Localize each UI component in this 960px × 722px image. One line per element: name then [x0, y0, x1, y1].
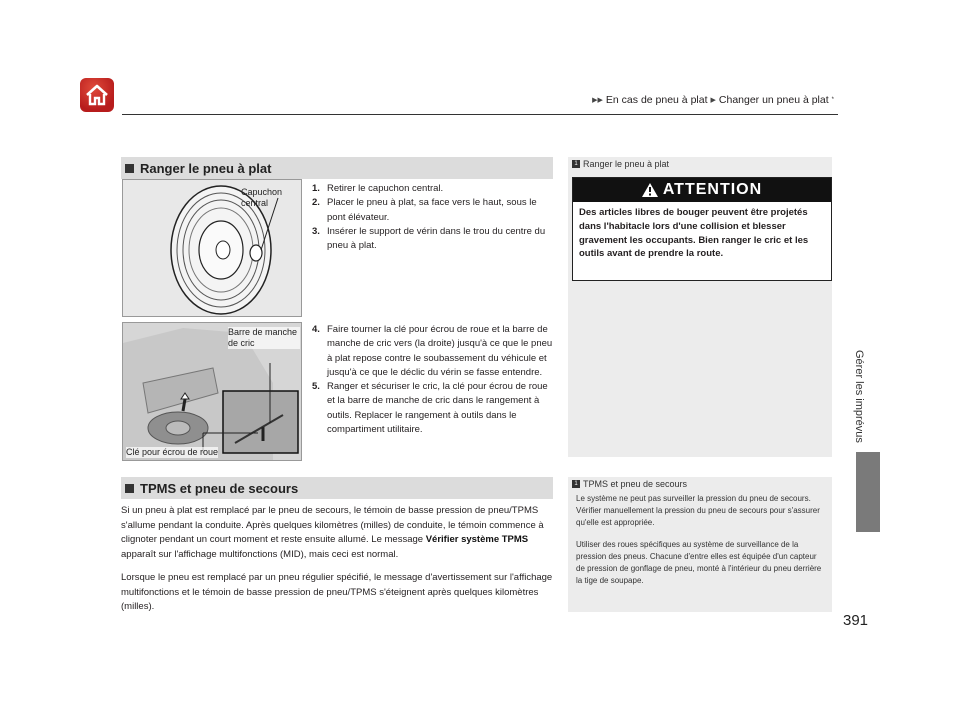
list-item: 4. Faire tourner la clé pour écrou de roue et la barre de manche de cric vers (la droite) jusqu'à ce que le pneu à plat repose contre le soubassement du véhicule et jusqu'à ce que le déclic du vérin se fasse entendre.	[312, 324, 553, 378]
breadcrumb-item-1[interactable]: En cas de pneu à plat	[605, 94, 708, 106]
list-item: 3. Insérer le support de vérin dans le trou du centre du pneu à plat.	[312, 225, 546, 251]
panel-heading: 1 TPMS et pneu de secours	[568, 477, 832, 491]
list-item: 2. Placer le pneu à plat, sa face vers le haut, sous le pont élévateur.	[312, 197, 537, 223]
warning-text: Des articles libres de bouger peuvent être projetés dans l'habitacle lors d'une collision et blesser gravement les occupants. Bien ranger le cric et les outils avant de prendre la route.	[579, 207, 809, 260]
home-button[interactable]	[80, 78, 114, 112]
breadcrumb-item-2[interactable]: Changer un pneu à plat	[718, 94, 829, 106]
header-rule	[122, 114, 838, 115]
paragraph-tpms-1: Si un pneu à plat est remplacé par le pneu de secours, le témoin de basse pression de pneu/TPMS s'allume pendant la conduite. Après quelques kilomètres (milles) de conduite, le témoin commence à clignoter pendant un court moment et reste ensuite allumé. Le message Vérifier système TPMS apparaît sur l'affichage multifonctions (MID), mais ceci est normal.	[121, 505, 544, 561]
page-number: 391	[843, 612, 869, 629]
panel-heading: 1 Ranger le pneu à plat	[568, 157, 832, 171]
panel-text-2: Utiliser des roues spécifiques au système de surveillance de la pression des pneus. Chacune d'entre elles est équipée d'un capteur de pression de gonflage de pneu, monté à l'intérieur du pneu derrière la tige de soupape.	[576, 540, 822, 585]
figure-label-wheel-wrench: Clé pour écrou de roue	[126, 447, 219, 457]
warning-box	[572, 177, 832, 281]
breadcrumb-arrow-icon: ▶▶	[592, 97, 603, 104]
figure-trunk-storage	[122, 322, 302, 461]
section-square-icon	[125, 484, 134, 493]
section-heading-tpms: TPMS et pneu de secours	[121, 477, 553, 499]
figure-label-center-cap: Capuchon central	[241, 187, 283, 208]
paragraph-tpms-2: Lorsque le pneu est remplacé par un pneu régulier spécifié, le message d'avertissement sur l'affichage multifonctions et le témoin de basse pression de pneu/TPMS s'éteignent après quelques kilomètres (milles).	[121, 572, 553, 613]
reference-mark-icon: 1	[572, 160, 580, 168]
section-square-icon	[125, 164, 134, 173]
breadcrumb: ▶▶ En cas de pneu à plat ▶ Changer un pneu à plat *	[592, 94, 834, 106]
home-icon	[85, 84, 109, 106]
warning-header: ATTENTION	[573, 178, 831, 202]
list-item: 5. Ranger et sécuriser le cric, la clé pour écrou de roue et la barre de manche de cric dans le rangement à outils. Replacer le rangement à outils dans le compartiment utilitaire.	[312, 381, 548, 435]
message-verify-tpms: Vérifier système TPMS	[425, 534, 529, 546]
side-panel-tpms	[568, 477, 832, 612]
warning-triangle-icon	[642, 183, 658, 197]
list-item: 1. Retirer le capuchon central.	[312, 183, 444, 194]
figure-spare-tire	[122, 179, 302, 317]
figure-label-jack-handle: Barre de manche de cric	[228, 327, 300, 349]
chapter-label: Gérer les imprévus	[853, 350, 865, 443]
section-heading-store-flat: Ranger le pneu à plat	[121, 157, 553, 179]
breadcrumb-arrow-icon: ▶	[710, 97, 716, 104]
steps-list-top	[312, 182, 554, 253]
panel-text-1: Le système ne peut pas surveiller la pression du pneu de secours. Vérifier manuellement la pression du pneu de secours pour s'assurer qu'elle est appropriée.	[576, 494, 820, 527]
chapter-tab[interactable]	[856, 452, 880, 532]
reference-mark-icon: 1	[572, 480, 580, 488]
steps-list-bottom	[312, 323, 554, 437]
